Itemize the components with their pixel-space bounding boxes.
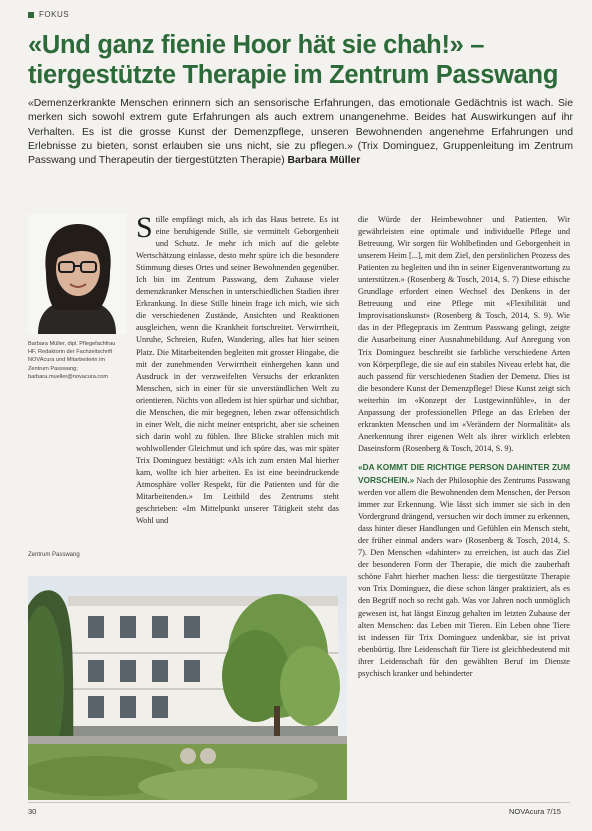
portrait-caption: Barbara Müller, dipl. Pflegefachfrau HF, Redaktorin der Fachzeitschrift NOVAcura und Mitarbeiterin im Zentrum Passwang; barbara.mueller@novacura.com (28, 341, 116, 380)
author-portrait (28, 214, 126, 334)
article-lead (28, 97, 573, 168)
drop-cap: S (136, 211, 153, 244)
section-label (28, 10, 69, 19)
magazine-issue: NOVAcura 7/15 (509, 807, 561, 816)
lead-text: «Demenzerkrankte Menschen erinnern sich an sensorische Erfahrungen, das emotionale Gedächtnis ist wach. Sie merken sich sowohl extrem gute Erfahrungen als auch extrem unangenehme. Beides hat Auswirkungen auf ihr Verhalten. Es ist die grosse Kunst der Demenzpflege, unseren Bewohnenden angenehme Erfahrungen und Erlebnisse zu bieten, sonst erlauben sie uns nicht, sie zu pflegen.» (Trix Dominguez, Gruppenleitung im Zentrum Passwang und Therapeutin der tiergestützten Therapie) (28, 98, 573, 167)
column-2-text: die Würde der Heimbewohner und Patienten. Wir gewährleisten eine optimale und individuelle Pflege und Betreuung. Wir sorgen für Wohlbefinden und Geborgenheit in unserem Heim [...], mit dem Ziel, den persönlichen Prozess des Patienten zu begleiten und ihn in seiner Eigenverantwortung zu unterstützen.» (Rosenberg & Tosch, 2014, S. 7) Diese ethische Grundlage erfordert einen Wechsel des Denkens in der Betreuung und eine Pflege mit «Flexibilität und Improvisationskunst» (Rosenberg & Tosch, 2014, S. 9). Wie das in der Pflegepraxis im Zentrum Passwang gelingt, zeigte die Ausarbeitung einer Ausnahmebildung. Auf Anregung von Trix Dominguez beschreibt sie farbliche verschiedene Arten von Körperpflege, die sie auf ein stabiles Niveau erlebt hat, die auch passend für verschiedenen Stadien der Demenz. Dies ist die besondere Kunst der Demenzpflege! Diese Kunst zeigt sich weiterhin im «Konzept der Lustgewinnfühle», in der Anpassung der professionellen Pflege an das Erleben der erkrankten Menschen und im «Verändern der Normalität» als Anerkennung ihrer eigenen Welt als ihrer wirklich erlebten Daseinsform (Rosenberg & Tosch, 2014, S. 9). (358, 215, 570, 453)
headline-line-2: tiergestützte Therapie im Zentrum Passwang (28, 61, 559, 89)
column-2-text-continued: Nach der Philosophie des Zentrums Passwang werden vor allem die Bewohnenden dem Menschen, der Person immer zur Erkennung. Wie lässt sich immer sie sich in den Vordergrund drängend, versuchen wir doch immer zu erkennen, dass hinter dieser Handlungen und Gefühlen ein Mensch steht, der früher einmal anders war» (Rosenberg & Tosch, 2014, S. 7). Den Menschen «dahinter» zu erreichen, ist auch das Ziel der besonderen Form der Therapie, die mich die zauberhaft schöne Fahrt hierher machen liess: die tiergestützte Therapie von Trix Dominguez, die diese schon länger praktiziert, als es den Begriff noch so recht gab. Was vor Jahren noch unmöglich gewesen ist, hat längst Einzug gehalten im letzten Zuhause der alten Menschen: das Leben mit Tieren. Ein Leben ohne Tiere ist indessen für Trix Dominguez undenkbar, sie ist privat ebenbürtig. Ihre Leidenschaft für Tiere ist gleichbedeutend mit ihrer Leidenschaft für den gewählten Beruf im Dienste psychisch kranker und behinderter (358, 475, 570, 678)
building-photo-image (28, 576, 347, 800)
author-name: Barbara Müller (287, 155, 361, 167)
section-label-text: FOKUS (39, 10, 70, 19)
headline-line-1: «Und ganz fienie Hoor hät sie chah!» – (28, 31, 485, 59)
body-column-1 (136, 211, 339, 527)
section-subheading: «DA KOMMT DIE RICHTIGE PERSON DAHINTER ZUM VORSCHEIN.» (358, 461, 570, 485)
page-number: 30 (28, 807, 37, 816)
article-headline (28, 30, 568, 90)
footer-divider (28, 802, 570, 803)
photo-caption: Zentrum Passwang (28, 552, 80, 558)
section-marker-icon (28, 12, 34, 18)
author-portrait-image (28, 214, 126, 334)
building-photo (28, 576, 347, 800)
body-column-2 (358, 214, 570, 680)
column-1-text: tille empfängt mich, als ich das Haus betrete. Es ist eine beruhigende Stille, sie vermittelt Geborgenheit und Schutz. Je mehr ich mich auf die gelebte Wertschätzung einlasse, desto mehr spüre ich die besondere Stimmung dieses Ortes und seiner Bewohnenden gegenüber. Ich bin im Zentrum Passwang, dem Zuhause vieler demenzkranker Menschen in unterschiedlichen Stadien ihrer Erkrankung. In diese Stille hinein frage ich mich, wie sich die verschiedenen Zustände, Ansichten und Reaktionen ausgleichen, wenn die Krankheit fortschreitet. Verwirrtheit, Unruhe, Schreien, Rufen, Wandering, alles hat hier seinen Platz. Die Mitarbeitenden begleiten mit grosser Hingabe, die mit der zunehmenden Verwirrtheit einhergehen kann und Ausdruck in der verzweifelten Versuchs der erkrankten Menschen, sich in einer für sie unverständlichen Welt zu orientieren. Nichts von alledem ist hier spürbar und sichtbar, die Menschen, die mir begegnen, leben zwar offensichtlich in einer Welt, die nicht meiner entspricht, aber sie scheinen sich darin wohl zu fühlen. Ihre Blicke strahlen mich mit wohlwollender Gleichmut und ich spüre das, was mir später Trix Dominguez bestätigt: «Als ich zum ersten Mal hierher kam, wollte ich hier arbeiten. Es ist eine beeindruckende Atmosphäre voller Respekt, für die Patienten und für die Mitarbeitenden.» Im Leitbild des Zentrums steht geschrieben: «Im Mittelpunkt unserer Tätigkeit steht das Wohl und (136, 215, 339, 526)
